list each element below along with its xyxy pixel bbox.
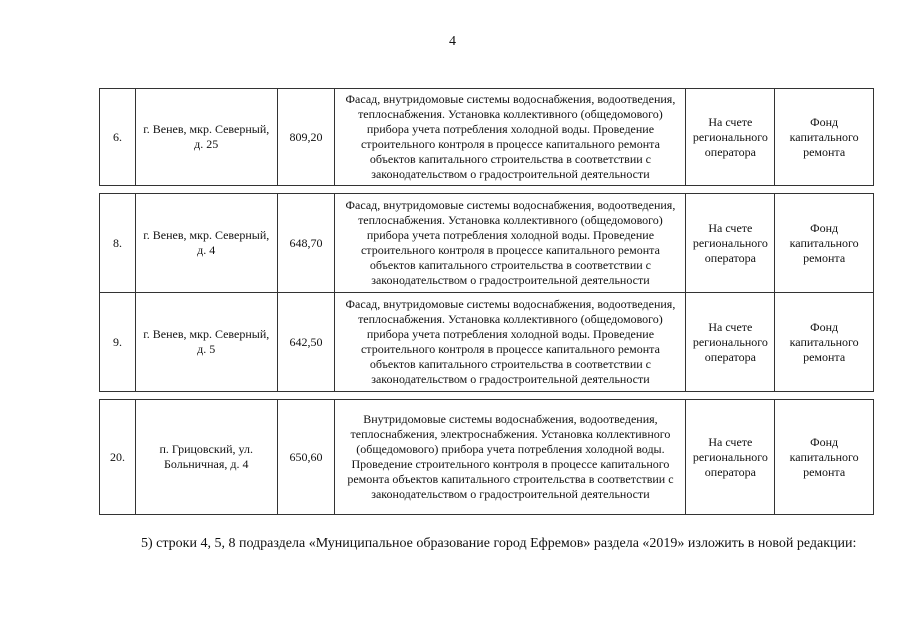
row-fund: Фонд капитального ремонта xyxy=(789,220,859,265)
row-address: г. Венев, мкр. Северный, д. 25 xyxy=(136,89,278,185)
table-row xyxy=(99,292,874,392)
row-area: 648,70 xyxy=(278,194,336,292)
row-number: 8. xyxy=(100,194,136,292)
row-works: Фасад, внутридомовые системы водоснабжения, водоотведения, теплоснабжения. Установка коллективного (общедомового) прибора учета потребления холодной воды. Проведение строительного контроля в процессе капитального ремонта объектов капитального строительства в соответствии с законодательством о градостроительной деятельности xyxy=(335,194,686,292)
table-row xyxy=(99,399,874,515)
row-account: На счете регионального оператора xyxy=(686,400,775,514)
row-fund: Фонд капитального ремонта xyxy=(789,114,859,159)
row-area: 809,20 xyxy=(278,89,336,185)
row-number: 9. xyxy=(100,293,136,391)
row-works: Внутридомовые системы водоснабжения, водоотведения, теплоснабжения, электроснабжения. Установка коллективного (общедомового) прибора учета потребления холодной воды. Проведение строительного контроля в процессе капитального ремонта объектов капитального строительства в соответствии с законодательством о градостроительной деятельности xyxy=(335,400,686,514)
row-works: Фасад, внутридомовые системы водоснабжения, водоотведения, теплоснабжения. Установка коллективного (общедомового) прибора учета потребления холодной воды. Проведение строительного контроля в процессе капитального ремонта объектов капитального строительства в соответствии с законодательством о градостроительной деятельности xyxy=(335,293,686,391)
row-number: 6. xyxy=(100,89,136,185)
row-account: На счете регионального оператора xyxy=(686,89,775,185)
row-address: п. Грицовский, ул. Больничная, д. 4 xyxy=(136,400,278,514)
row-account: На счете регионального оператора xyxy=(686,194,775,292)
page-number: 4 xyxy=(449,34,456,49)
row-account: На счете регионального оператора xyxy=(686,293,775,391)
row-area: 642,50 xyxy=(278,293,336,391)
row-address: г. Венев, мкр. Северный, д. 5 xyxy=(136,293,278,391)
table-row xyxy=(99,88,874,186)
table-row xyxy=(99,193,874,293)
row-address: г. Венев, мкр. Северный, д. 4 xyxy=(136,194,278,292)
row-number: 20. xyxy=(100,400,136,514)
row-fund: Фонд капитального ремонта xyxy=(789,434,859,479)
body-paragraph: 5) строки 4, 5, 8 подраздела «Муниципальное образование город Ефремов» раздела «2019» изложить в новой редакции: xyxy=(141,536,857,551)
row-fund: Фонд капитального ремонта xyxy=(789,319,859,364)
row-works: Фасад, внутридомовые системы водоснабжения, водоотведения, теплоснабжения. Установка коллективного (общедомового) прибора учета потребления холодной воды. Проведение строительного контроля в процессе капитального ремонта объектов капитального строительства в соответствии с законодательством о градостроительной деятельности xyxy=(335,89,686,185)
row-area: 650,60 xyxy=(278,400,336,514)
